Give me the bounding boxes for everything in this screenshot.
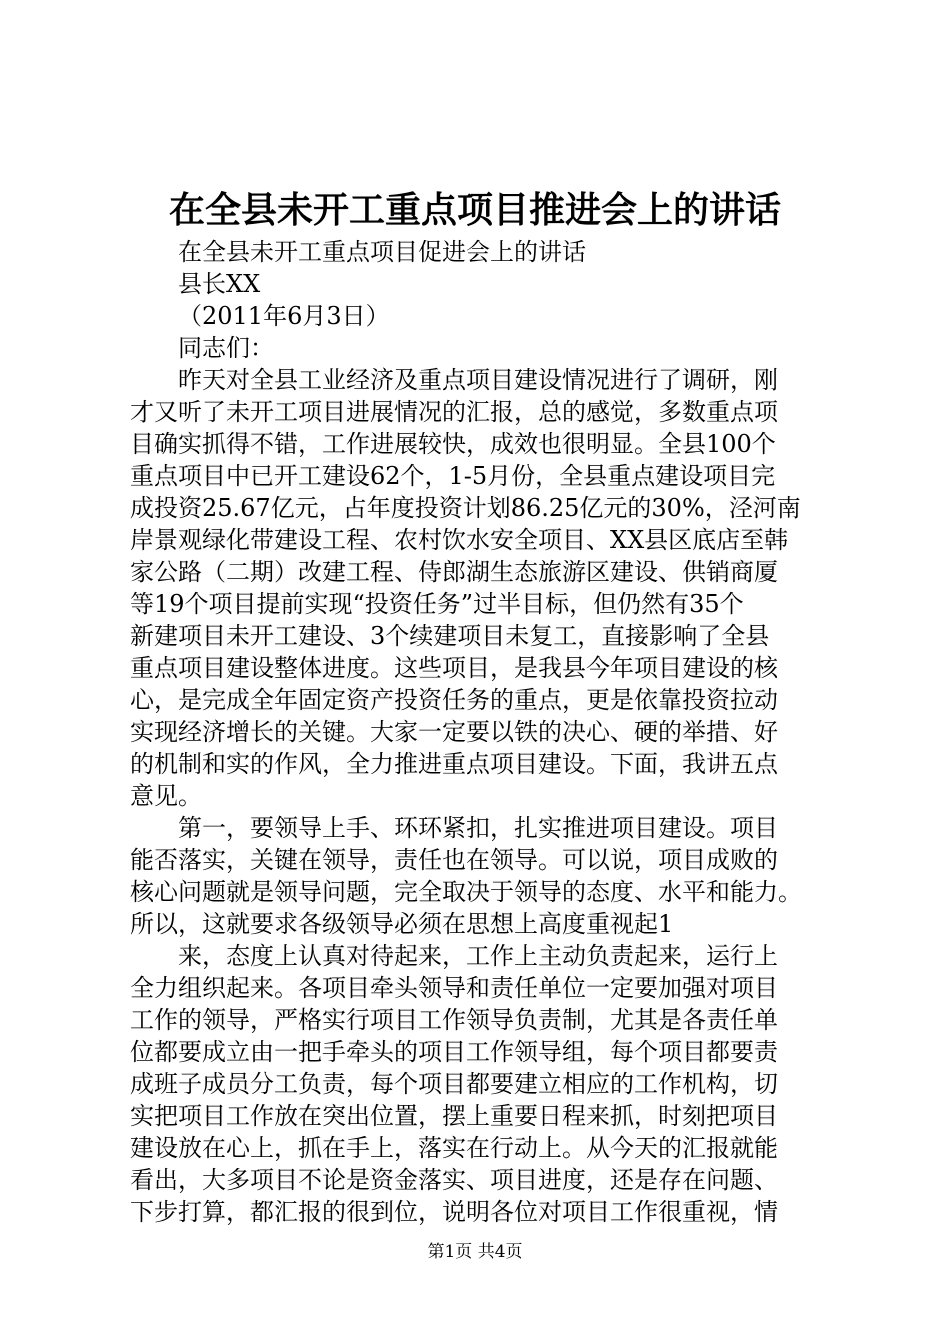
body-line: 目确实抓得不错，工作进展较快，成效也很明显。全县100个 — [130, 430, 776, 458]
body-line: 成投资25.67亿元，占年度投资计划86.25亿元的30%，泾河南 — [130, 494, 801, 522]
salutation: 同志们： — [178, 334, 274, 362]
body-line: 成班子成员分工负责，每个项目都要建立相应的工作机构，切 — [130, 1070, 778, 1098]
body-line: 能否落实，关键在领导，责任也在领导。可以说，项目成败的 — [130, 846, 778, 874]
body-line: 等19个项目提前实现“投资任务”过半目标，但仍然有35个 — [130, 590, 744, 618]
speaker: 县长XX — [178, 270, 261, 298]
body-line: 实现经济增长的关键。大家一定要以铁的决心、硬的举措、好 — [130, 718, 778, 746]
body-line: 实把项目工作放在突出位置，摆上重要日程来抓，时刻把项目 — [130, 1102, 778, 1130]
body-line: 才又听了未开工项目进展情况的汇报，总的感觉，多数重点项 — [130, 398, 778, 426]
body-line: 岸景观绿化带建设工程、农村饮水安全项目、XX县区底店至韩 — [130, 526, 789, 554]
body-line: 的机制和实的作风，全力推进重点项目建设。下面，我讲五点 — [130, 750, 778, 778]
body-line: 所以，这就要求各级领导必须在思想上高度重视起1 — [130, 910, 674, 938]
body-line: 心，是完成全年固定资产投资任务的重点，更是依靠投资拉动 — [130, 686, 778, 714]
body-line: 建设放在心上，抓在手上，落实在行动上。从今天的汇报就能 — [130, 1134, 778, 1162]
page-footer: 第1页 共4页 — [427, 1242, 523, 1262]
body-line: 第一，要领导上手、环环紧扣，扎实推进项目建设。项目 — [178, 814, 778, 842]
body-line: 位都要成立由一把手牵头的项目工作领导组，每个项目都要责 — [130, 1038, 778, 1066]
body-line: 重点项目中已开工建设62个，1-5月份，全县重点建设项目完 — [130, 462, 776, 490]
body-line: 昨天对全县工业经济及重点项目建设情况进行了调研，刚 — [178, 366, 778, 394]
document-title: 在全县未开工重点项目推进会上的讲话 — [168, 189, 781, 231]
body-line: 看出，大多项目不论是资金落实、项目进度，还是存在问题、 — [130, 1166, 778, 1194]
body-line: 工作的领导，严格实行项目工作领导负责制，尤其是各责任单 — [130, 1006, 778, 1034]
body-line: 全力组织起来。各项目牵头领导和责任单位一定要加强对项目 — [130, 974, 778, 1002]
body-line: 核心问题就是领导问题，完全取决于领导的态度、水平和能力。 — [130, 878, 802, 906]
speech-date: （2011年6月3日） — [178, 302, 390, 330]
subtitle: 在全县未开工重点项目促进会上的讲话 — [178, 238, 586, 266]
body-line: 家公路（二期）改建工程、侍郎湖生态旅游区建设、供销商厦 — [130, 558, 778, 586]
body-line: 意见。 — [130, 782, 202, 810]
body-line: 下步打算，都汇报的很到位，说明各位对项目工作很重视，情 — [130, 1198, 778, 1226]
body-line: 新建项目未开工建设、3个续建项目未复工，直接影响了全县 — [130, 622, 770, 650]
body-line: 重点项目建设整体进度。这些项目，是我县今年项目建设的核 — [130, 654, 778, 682]
body-line: 来，态度上认真对待起来，工作上主动负责起来，运行上 — [178, 942, 778, 970]
